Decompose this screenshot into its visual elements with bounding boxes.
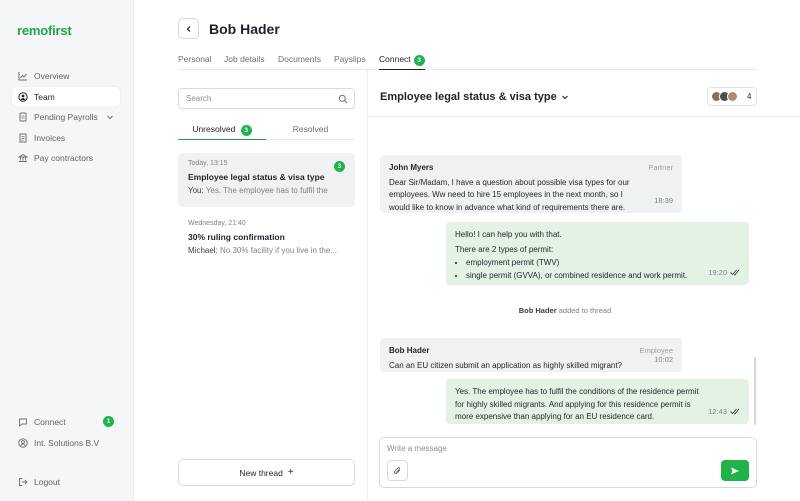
message-time-status [708, 406, 740, 419]
list-item: • single permit (GVVA), or combined residence and work permit. [466, 270, 740, 283]
thread-timestamp: Wednesday, 21:40 [188, 220, 246, 227]
search-input[interactable] [178, 88, 355, 109]
chevron-down-icon [561, 93, 569, 101]
message-text: Can an EU citizen submit an application as highly skilled migrant? [389, 360, 623, 370]
message-role: Partner [648, 163, 673, 172]
participants-button[interactable] [707, 87, 757, 106]
thread-item[interactable] [178, 153, 355, 207]
message-sender: John Myers [389, 163, 434, 172]
tab-connect-label: Connect [379, 54, 411, 64]
attach-button[interactable] [387, 460, 408, 481]
paperclip-icon [393, 466, 402, 476]
message-sender: Bob Hader [389, 346, 430, 355]
logout-icon [18, 477, 28, 487]
sidebar-item-label: Pending Payrolls [34, 112, 98, 122]
sidebar-item-invoices[interactable] [12, 128, 120, 148]
thread-title: Employee legal status & visa type [188, 172, 325, 182]
invoice-icon [18, 133, 28, 143]
tab-resolved[interactable]: Resolved [292, 124, 329, 134]
thread-preview-sender: You: [188, 186, 204, 195]
tab-unresolved-label: Unresolved [192, 124, 236, 134]
tab-unresolved[interactable] [178, 124, 266, 140]
conversation-title[interactable] [380, 91, 569, 103]
chart-line-icon [18, 71, 28, 81]
thread-preview-text: No 30% facility if you live in the... [220, 246, 337, 255]
system-event [380, 306, 750, 315]
double-check-icon [730, 269, 740, 276]
message-composer[interactable] [379, 437, 757, 488]
column-divider [367, 70, 368, 501]
sidebar-item-label: Pay contractors [34, 153, 94, 163]
message-time: 10:02 [654, 354, 673, 364]
thread-preview [188, 186, 345, 195]
sidebar-item-company[interactable] [12, 433, 120, 453]
new-thread-label: New thread [239, 467, 283, 478]
message-role: Employee [639, 346, 673, 355]
chat-icon [18, 417, 28, 427]
search-placeholder: Search [186, 94, 212, 103]
send-icon [730, 466, 740, 476]
thread-item[interactable] [178, 213, 355, 263]
conversation-title-label: Employee legal status & visa type [380, 91, 557, 103]
sidebar-item-label: Connect [34, 417, 66, 427]
message-text-line: Hello! I can help you with that. [455, 230, 562, 239]
system-event-actor: Bob Hader [518, 306, 557, 315]
permit-list [466, 257, 740, 282]
thread-title: 30% ruling confirmation [188, 232, 285, 242]
sidebar-item-label: Team [34, 92, 55, 102]
tab-connect-badge: 3 [414, 55, 425, 66]
page-title: Bob Hader [209, 21, 280, 37]
message-text: Yes. The employee has to fulfil the conditions of the residence permit for highly skilled migrants. And applying for this residence permit is more expensive than applying for an EU residence card. [455, 387, 699, 421]
message-outgoing [446, 379, 749, 424]
thread-preview [188, 246, 345, 255]
chevron-left-icon [185, 25, 193, 33]
message-input-placeholder: Write a message [387, 444, 447, 453]
thread-unread-badge: 3 [334, 161, 345, 172]
sidebar-item-overview[interactable] [12, 66, 120, 86]
message-text-line: There are 2 types of permit: [455, 244, 554, 254]
plus-icon: + [287, 467, 294, 478]
new-thread-button[interactable] [178, 459, 355, 486]
system-event-action: added to thread [558, 306, 612, 315]
sidebar-item-pending-payrolls[interactable] [12, 107, 120, 127]
people-icon [18, 92, 28, 102]
thread-preview-sender: Michael: [188, 246, 218, 255]
sidebar-item-connect[interactable] [12, 412, 120, 432]
sidebar-item-team[interactable] [12, 87, 120, 107]
message-time: 18:39 [654, 195, 673, 205]
logo[interactable]: remofirst [17, 23, 72, 38]
tab-payslips[interactable]: Payslips [334, 54, 366, 64]
list-item: • employment permit (TWV) [466, 257, 740, 270]
message-time-status [708, 267, 740, 280]
tab-personal[interactable]: Personal [178, 54, 212, 64]
back-button[interactable] [178, 18, 199, 39]
conversation-header-divider [368, 116, 800, 117]
double-check-icon [730, 408, 740, 415]
tab-connect[interactable] [379, 54, 425, 70]
sidebar-item-label: Invoices [34, 133, 66, 143]
message-time: 19:20 [708, 267, 727, 277]
message-incoming [380, 338, 682, 372]
message-outgoing [446, 222, 749, 285]
sidebar-item-label: Int. Solutions B.V [34, 438, 100, 448]
message-incoming [380, 155, 682, 213]
sidebar-item-label: Overview [34, 71, 70, 81]
message-text: Dear Sir/Madam, I have a question about possible visa types for our employees. Ww need to hire 15 employees in the next month, so I would like to know in advance what kind of requirements there are. [389, 177, 630, 212]
sidebar-item-pay-contractors[interactable] [12, 148, 120, 168]
tab-unresolved-badge: 3 [241, 125, 252, 136]
user-circle-icon [18, 438, 28, 448]
bank-icon [18, 153, 28, 163]
scrollbar[interactable] [754, 357, 756, 425]
send-button[interactable] [721, 460, 749, 481]
thread-preview-text: Yes. The employee has to fulfil the [205, 186, 328, 195]
sidebar-item-logout[interactable] [12, 472, 120, 492]
document-icon [18, 112, 28, 122]
message-time: 12:43 [708, 406, 727, 416]
avatar [727, 91, 738, 102]
thread-status-tabs [178, 121, 355, 140]
tab-job-details[interactable]: Job details [224, 54, 265, 64]
sidebar-item-label: Logout [34, 477, 60, 487]
sidebar [0, 0, 134, 501]
thread-timestamp: Today, 13:15 [188, 160, 228, 167]
participants-count: 4 [747, 92, 752, 101]
profile-tabs [178, 52, 757, 70]
search-icon [338, 94, 348, 104]
connect-badge: 1 [103, 416, 114, 427]
tab-documents[interactable]: Documents [278, 54, 321, 64]
chevron-down-icon[interactable] [106, 113, 114, 121]
